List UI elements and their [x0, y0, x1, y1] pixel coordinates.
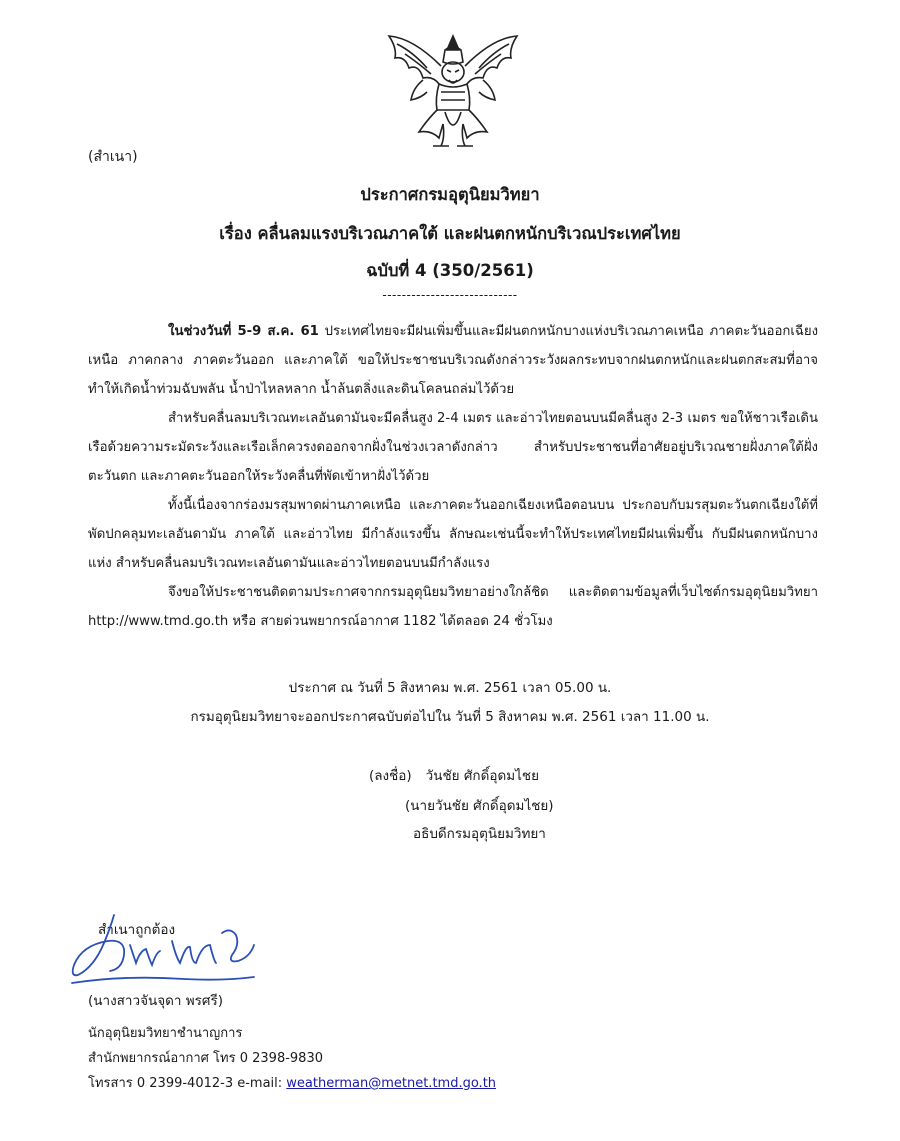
- signed-prefix: (ลงชื่อ): [369, 768, 412, 784]
- issue-date: ประกาศ ณ วันที่ 5 สิงหาคม พ.ศ. 2561 เวลา 05.00 น.: [288, 680, 612, 696]
- divider: ----------------------------: [382, 288, 518, 302]
- paragraph-1-lead: ในช่วงวันที่ 5-9 ส.ค. 61: [168, 324, 319, 339]
- announcement-subject: เรื่อง คลื่นลมแรงบริเวณภาคใต้ และฝนตกหนักบริเวณประเทศไทย: [219, 224, 681, 243]
- copier-position: นักอุตุนิยมวิทยาชำนาญการ: [88, 1026, 243, 1041]
- next-issue-notice: กรมอุตุนิยมวิทยาจะออกประกาศฉบับต่อไปใน วันที่ 5 สิงหาคม พ.ศ. 2561 เวลา 11.00 น.: [190, 709, 710, 725]
- signed-line: [369, 764, 539, 786]
- announcement-title: ประกาศกรมอุตุนิยมวิทยา: [360, 185, 540, 204]
- paragraph-1-text: ประเทศไทยจะมีฝนเพิ่มขึ้นและมีฝนตกหนักบางแห่งบริเวณภาคเหนือ ภาคตะวันออกเฉียงเหนือ ภาคกลาง ภาคตะวันออก และภาคใต้ ขอให้ประชาชนบริเวณดังกล่าวระวังผลกระทบจากฝนตกหนักและฝนตกสะสมที่อาจทำให้เกิดน้ำท่วมฉับพลัน น้ำป่าไหลหลาก น้ำล้นตลิ่งและดินโคลนถล่มไว้ด้วย: [88, 324, 819, 397]
- paragraph-1: [88, 317, 818, 404]
- announcement-body: [88, 317, 818, 636]
- paragraph-4: จึงขอให้ประชาชนติดตามประกาศจากกรมอุตุนิยมวิทยาอย่างใกล้ชิด และติดตามข้อมูลที่เว็บไซต์กรมอุตุนิยมวิทยา http://www.tmd.go.th หรือ สายด่วนพยากรณ์อากาศ 1182 ได้ตลอด 24 ชั่วโมง: [88, 585, 818, 629]
- garuda-emblem-icon: [383, 28, 523, 153]
- copy-label: (สำเนา): [88, 149, 138, 165]
- handwritten-signature-icon: [64, 905, 274, 1000]
- email-link[interactable]: weatherman@metnet.tmd.go.th: [286, 1076, 497, 1091]
- copier-name: (นางสาวจันจุดา พรศรี): [88, 993, 223, 1009]
- signed-name: วันชัย ศักดิ์อุดมไชย: [425, 768, 539, 784]
- fax-email-line: [88, 1072, 496, 1093]
- office-phone: สำนักพยากรณ์อากาศ โทร 0 2398-9830: [88, 1051, 323, 1066]
- fax-text: โทรสาร 0 2399-4012-3 e-mail:: [88, 1076, 287, 1091]
- paragraph-3: ทั้งนี้เนื่องจากร่องมรสุมพาดผ่านภาคเหนือ และภาคตะวันออกเฉียงเหนือตอนบน ประกอบกับมรสุมตะวันตกเฉียงใต้ที่พัดปกคลุมทะเลอันดามัน ภาคใต้ และอ่าวไทย มีกำลังแรงขึ้น ลักษณะเช่นนี้จะทำให้ประเทศไทยมีฝนเพิ่มขึ้น กับมีฝนตกหนักบางแห่ง สำหรับคลื่นลมบริเวณทะเลอันดามันและอ่าวไทยตอนบนมีกำลังแรง: [88, 498, 818, 571]
- announcement-issue: ฉบับที่ 4 (350/2561): [366, 261, 534, 280]
- signatory-full-name: (นายวันชัย ศักดิ์อุดมไชย): [405, 798, 554, 814]
- certified-copy-label: สำเนาถูกต้อง: [98, 922, 176, 938]
- signatory-position: อธิบดีกรมอุตุนิยมวิทยา: [413, 826, 546, 842]
- paragraph-2: สำหรับคลื่นลมบริเวณทะเลอันดามันจะมีคลื่นสูง 2-4 เมตร และอ่าวไทยตอนบนมีคลื่นสูง 2-3 เมตร ขอให้ชาวเรือเดินเรือด้วยความระมัดระวังและเรือเล็กควรงดออกจากฝั่งในช่วงเวลาดังกล่าว สำหรับประชาชนที่อาศัยอยู่บริเวณชายฝั่งภาคใต้ฝั่งตะวันตก และภาคตะวันออกให้ระวังคลื่นที่พัดเข้าหาฝั่งไว้ด้วย: [88, 411, 818, 484]
